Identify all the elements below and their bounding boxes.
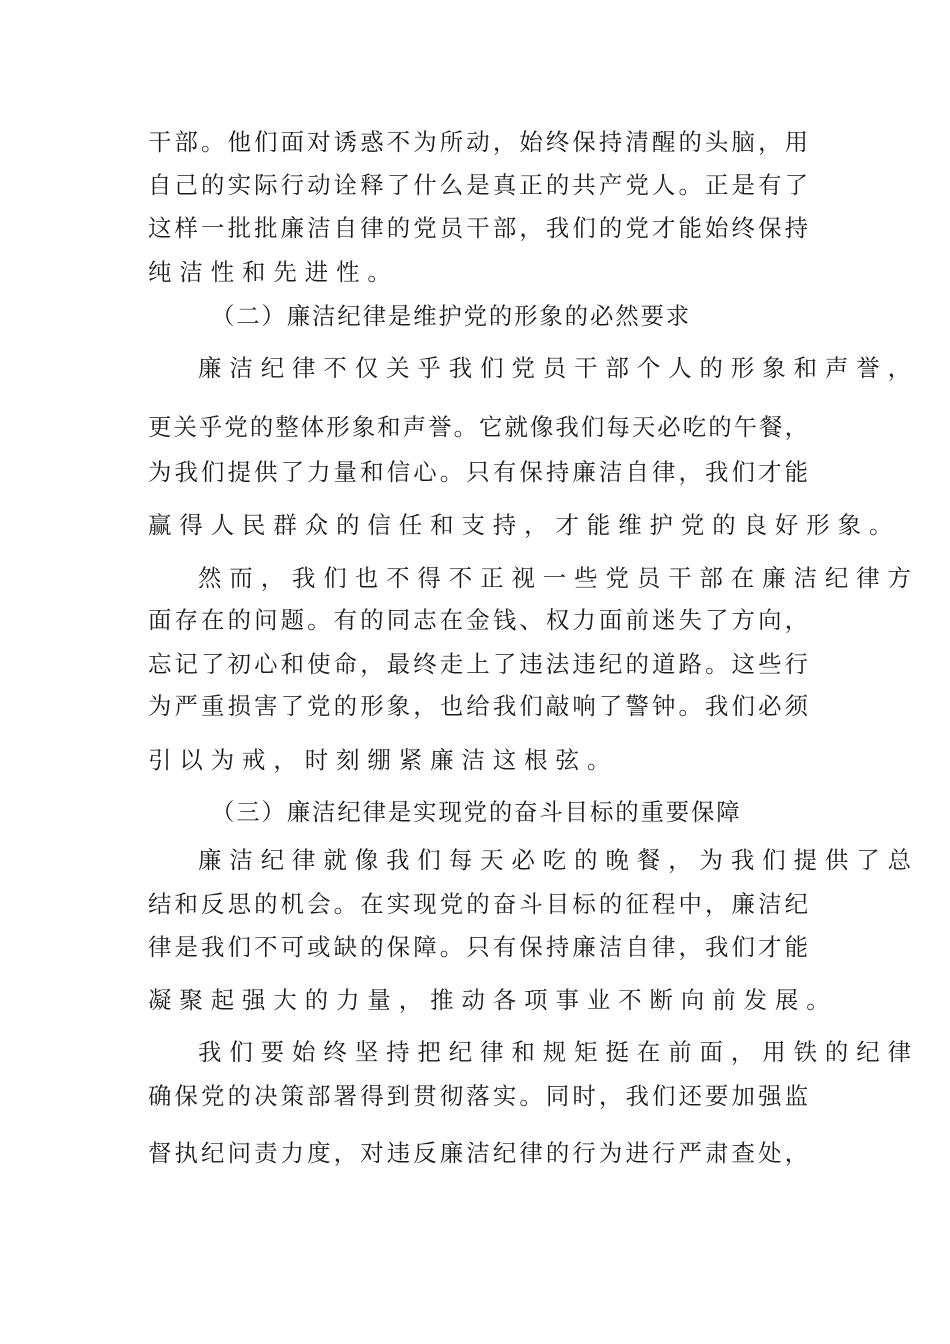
- text-line: 结和反思的机会。在实现党的奋斗目标的征程中，廉洁纪: [148, 890, 808, 918]
- text-line: 廉洁纪律不仅关乎我们党员干部个人的形象和声誉，: [198, 354, 919, 382]
- text-line: 廉洁纪律就像我们每天必吃的晚餐，为我们提供了总: [198, 846, 919, 874]
- text-line: 纯洁性和先进性。: [148, 258, 399, 286]
- text-line: 督执纪问责力度，对违反廉洁纪律的行为进行严肃查处，: [148, 1139, 808, 1167]
- section-heading: （三）廉洁纪律是实现党的奋斗目标的重要保障: [211, 798, 742, 826]
- text-line: 干部。他们面对诱惑不为所动，始终保持清醒的头脑，用: [148, 128, 808, 156]
- text-line: 为严重损害了党的形象，也给我们敲响了警钟。我们必须: [148, 692, 808, 720]
- text-line: 律是我们不可或缺的保障。只有保持廉洁自律，我们才能: [148, 933, 808, 961]
- text-line: 更关乎党的整体形象和声誉。它就像我们每天必吃的午餐，: [148, 413, 808, 441]
- text-line: 赢得人民群众的信任和支持，才能维护党的良好形象。: [148, 511, 901, 539]
- text-line: 然而，我们也不得不正视一些党员干部在廉洁纪律方: [198, 564, 919, 592]
- text-line: 忘记了初心和使命，最终走上了违法违纪的道路。这些行: [148, 650, 808, 678]
- text-line: 凝聚起强大的力量，推动各项事业不断向前发展。: [148, 986, 838, 1014]
- text-line: 自己的实际行动诠释了什么是真正的共产党人。正是有了: [148, 171, 808, 199]
- text-line: 这样一批批廉洁自律的党员干部，我们的党才能始终保持: [148, 214, 808, 242]
- text-line: 引以为戒，时刻绷紧廉洁这根弦。: [148, 746, 619, 774]
- text-line: 为我们提供了力量和信心。只有保持廉洁自律，我们才能: [148, 458, 808, 486]
- text-line: 我们要始终坚持把纪律和规矩挺在前面，用铁的纪律: [198, 1038, 919, 1066]
- text-line: 确保党的决策部署得到贯彻落实。同时，我们还要加强监: [148, 1082, 808, 1110]
- text-line: 面存在的问题。有的同志在金钱、权力面前迷失了方向，: [148, 606, 808, 634]
- section-heading: （二）廉洁纪律是维护党的形象的必然要求: [211, 302, 691, 330]
